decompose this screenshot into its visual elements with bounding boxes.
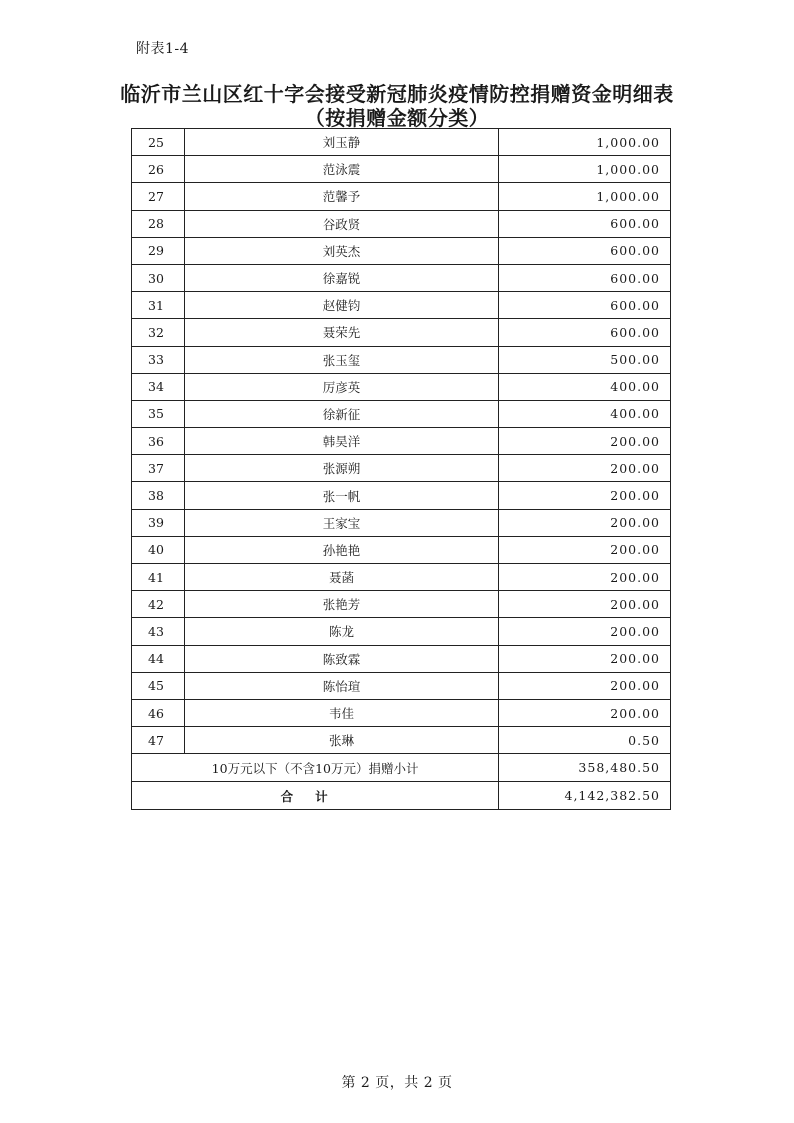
donation-amount: 500.00 (499, 346, 671, 373)
row-number: 31 (132, 292, 185, 319)
donation-table-body (132, 129, 671, 754)
table-row (132, 699, 671, 726)
donation-amount: 600.00 (499, 264, 671, 291)
donor-name: 孙艳艳 (184, 536, 498, 563)
donation-amount: 200.00 (499, 455, 671, 482)
donor-name: 厉彦英 (184, 373, 498, 400)
table-row (132, 482, 671, 509)
donation-amount: 400.00 (499, 400, 671, 427)
table-row (132, 564, 671, 591)
table-row (132, 618, 671, 645)
document-title: 临沂市兰山区红十字会接受新冠肺炎疫情防控捐赠资金明细表 (120, 82, 674, 106)
row-number: 36 (132, 428, 185, 455)
donor-name: 刘英杰 (184, 237, 498, 264)
row-number: 42 (132, 591, 185, 618)
table-row (132, 428, 671, 455)
donation-amount: 200.00 (499, 591, 671, 618)
donation-amount: 0.50 (499, 727, 671, 754)
donor-name: 范馨予 (184, 183, 498, 210)
donation-amount: 200.00 (499, 428, 671, 455)
donor-name: 聂菡 (184, 564, 498, 591)
donation-amount: 200.00 (499, 564, 671, 591)
donor-name: 聂荣先 (184, 319, 498, 346)
donor-name: 张源朔 (184, 455, 498, 482)
row-number: 43 (132, 618, 185, 645)
row-number: 34 (132, 373, 185, 400)
subtotal-row (132, 754, 671, 782)
donation-amount: 200.00 (499, 482, 671, 509)
donation-amount: 600.00 (499, 237, 671, 264)
annex-label: 附表1-4 (136, 41, 190, 57)
row-number: 41 (132, 564, 185, 591)
total-amount: 4,142,382.50 (499, 782, 671, 810)
table-row (132, 645, 671, 672)
row-number: 40 (132, 536, 185, 563)
donation-amount: 200.00 (499, 618, 671, 645)
table-row (132, 400, 671, 427)
donor-name: 徐新征 (184, 400, 498, 427)
total-label-cell (132, 782, 499, 810)
total-row (132, 782, 671, 810)
row-number: 32 (132, 319, 185, 346)
donor-name: 韦佳 (184, 699, 498, 726)
table-row (132, 727, 671, 754)
row-number: 30 (132, 264, 185, 291)
donation-amount: 600.00 (499, 319, 671, 346)
page-footer: 第 2 页，共 2 页 (341, 1075, 453, 1091)
donation-amount: 200.00 (499, 672, 671, 699)
donation-amount: 1,000.00 (499, 156, 671, 183)
donation-table (131, 128, 671, 810)
table-row (132, 346, 671, 373)
row-number: 38 (132, 482, 185, 509)
donor-name: 范泳震 (184, 156, 498, 183)
donor-name: 韩昊洋 (184, 428, 498, 455)
table-row (132, 455, 671, 482)
table-row (132, 237, 671, 264)
row-number: 45 (132, 672, 185, 699)
table-row (132, 509, 671, 536)
row-number: 46 (132, 699, 185, 726)
row-number: 37 (132, 455, 185, 482)
row-number: 35 (132, 400, 185, 427)
table-row (132, 264, 671, 291)
table-row (132, 156, 671, 183)
table-row (132, 183, 671, 210)
donation-amount: 400.00 (499, 373, 671, 400)
donor-name: 陈怡瑄 (184, 672, 498, 699)
subtotal-label: 10万元以下（不含10万元）捐赠小计 (132, 754, 499, 782)
donation-amount: 600.00 (499, 210, 671, 237)
donor-name: 徐嘉锐 (184, 264, 498, 291)
donation-amount: 200.00 (499, 536, 671, 563)
donor-name: 张一帆 (184, 482, 498, 509)
subtotal-amount: 358,480.50 (499, 754, 671, 782)
row-number: 25 (132, 129, 185, 156)
table-row (132, 373, 671, 400)
row-number: 27 (132, 183, 185, 210)
donor-name: 王家宝 (184, 509, 498, 536)
donor-name: 张琳 (184, 727, 498, 754)
table-row (132, 319, 671, 346)
donation-amount: 200.00 (499, 699, 671, 726)
donor-name: 谷政贤 (184, 210, 498, 237)
row-number: 33 (132, 346, 185, 373)
table-row (132, 129, 671, 156)
donor-name: 赵健钧 (184, 292, 498, 319)
row-number: 26 (132, 156, 185, 183)
table-row (132, 591, 671, 618)
document-subtitle: （按捐赠金额分类） (304, 106, 490, 130)
donation-amount: 1,000.00 (499, 183, 671, 210)
table-row (132, 536, 671, 563)
row-number: 47 (132, 727, 185, 754)
donor-name: 陈致霖 (184, 645, 498, 672)
donor-name: 陈龙 (184, 618, 498, 645)
table-row (132, 210, 671, 237)
donor-name: 张艳芳 (184, 591, 498, 618)
donor-name: 刘玉静 (184, 129, 498, 156)
table-row (132, 292, 671, 319)
donor-name: 张玉玺 (184, 346, 498, 373)
row-number: 39 (132, 509, 185, 536)
donation-amount: 200.00 (499, 509, 671, 536)
row-number: 29 (132, 237, 185, 264)
donation-amount: 1,000.00 (499, 129, 671, 156)
total-label: 合计 (280, 788, 350, 804)
table-row (132, 672, 671, 699)
row-number: 28 (132, 210, 185, 237)
row-number: 44 (132, 645, 185, 672)
donation-amount: 600.00 (499, 292, 671, 319)
donation-amount: 200.00 (499, 645, 671, 672)
